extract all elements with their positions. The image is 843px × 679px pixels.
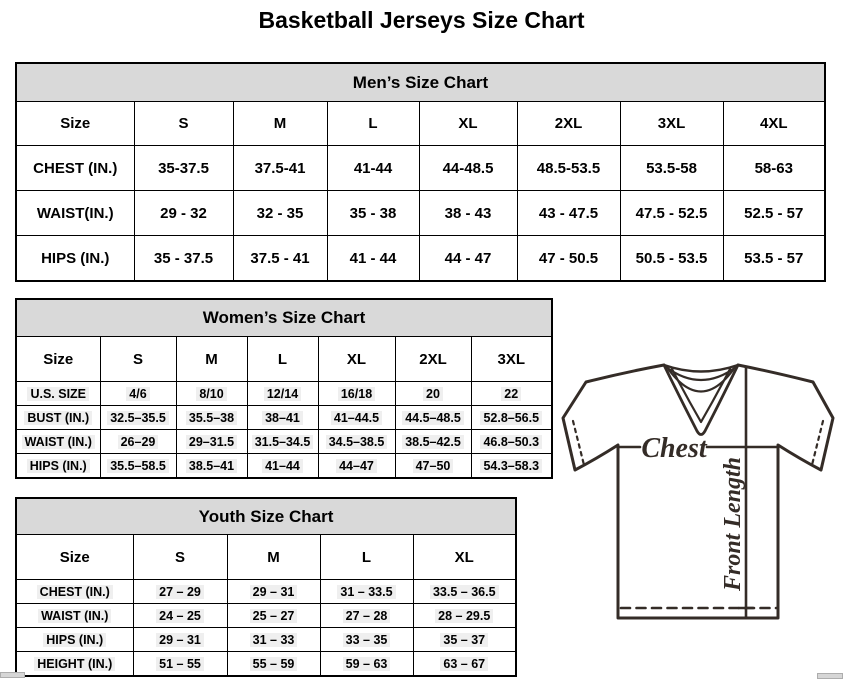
size-header-cell: XL (419, 102, 517, 146)
value-cell: 35.5–38 (176, 406, 247, 430)
value-cell: 51 – 55 (133, 652, 227, 677)
value-cell: 52.8–56.5 (471, 406, 552, 430)
value-cell: 38.5–42.5 (395, 430, 471, 454)
horizontal-scrollbar-left-fragment[interactable] (0, 672, 25, 678)
size-header-label: Size (16, 102, 134, 146)
value-cell: 4/6 (100, 382, 176, 406)
table-row (16, 580, 516, 604)
value-cell: 22 (471, 382, 552, 406)
value-cell: 24 – 25 (133, 604, 227, 628)
value-cell: 29 – 31 (227, 580, 320, 604)
value-cell: 44-48.5 (419, 146, 517, 191)
value-cell: 12/14 (247, 382, 318, 406)
size-header-cell: M (233, 102, 327, 146)
value-cell: 52.5 - 57 (723, 191, 825, 236)
horizontal-scrollbar-right-fragment[interactable] (817, 673, 843, 679)
women-table (15, 298, 553, 479)
table-row (16, 146, 825, 191)
value-cell: 20 (395, 382, 471, 406)
value-cell: 58-63 (723, 146, 825, 191)
value-cell: 41–44.5 (318, 406, 395, 430)
jersey-measurement-diagram (556, 356, 843, 671)
value-cell: 50.5 - 53.5 (620, 236, 723, 282)
table-row (16, 430, 552, 454)
table-row (16, 604, 516, 628)
table-row (16, 406, 552, 430)
row-label-cell: HIPS (IN.) (16, 454, 100, 479)
size-header-cell: L (327, 102, 419, 146)
value-cell: 32.5–35.5 (100, 406, 176, 430)
value-cell: 29 - 32 (134, 191, 233, 236)
value-cell: 35 - 38 (327, 191, 419, 236)
value-cell: 34.5–38.5 (318, 430, 395, 454)
value-cell: 33.5 – 36.5 (413, 580, 516, 604)
right-cuff-dashed-line (812, 421, 823, 465)
value-cell: 37.5-41 (233, 146, 327, 191)
row-label-cell: WAIST (IN.) (16, 430, 100, 454)
value-cell: 31 – 33.5 (320, 580, 413, 604)
value-cell: 31.5–34.5 (247, 430, 318, 454)
size-header-label: Size (16, 535, 133, 580)
value-cell: 37.5 - 41 (233, 236, 327, 282)
value-cell: 35.5–58.5 (100, 454, 176, 479)
value-cell: 44 - 47 (419, 236, 517, 282)
table-row (16, 382, 552, 406)
size-header-label: Size (16, 337, 100, 382)
table-row (16, 628, 516, 652)
men-table (15, 62, 826, 282)
jersey-outline (563, 365, 833, 618)
value-cell: 53.5-58 (620, 146, 723, 191)
value-cell: 53.5 - 57 (723, 236, 825, 282)
size-header-cell: 3XL (471, 337, 552, 382)
size-header-cell: S (134, 102, 233, 146)
size-header-cell: 3XL (620, 102, 723, 146)
row-label-cell: HIPS (IN.) (16, 236, 134, 282)
size-header-cell: L (320, 535, 413, 580)
value-cell: 29 – 31 (133, 628, 227, 652)
size-header-cell: L (247, 337, 318, 382)
value-cell: 31 – 33 (227, 628, 320, 652)
value-cell: 28 – 29.5 (413, 604, 516, 628)
value-cell: 47 - 50.5 (517, 236, 620, 282)
table-row (16, 236, 825, 282)
value-cell: 38–41 (247, 406, 318, 430)
value-cell: 59 – 63 (320, 652, 413, 677)
row-label-cell: WAIST (IN.) (16, 604, 133, 628)
value-cell: 41-44 (327, 146, 419, 191)
value-cell: 48.5-53.5 (517, 146, 620, 191)
table-row (16, 652, 516, 677)
table-row (16, 454, 552, 479)
page-title: Basketball Jerseys Size Chart (258, 7, 585, 33)
size-header-cell: 2XL (517, 102, 620, 146)
size-header-cell: S (133, 535, 227, 580)
size-header-cell: S (100, 337, 176, 382)
row-label-cell: HEIGHT (IN.) (16, 652, 133, 677)
value-cell: 35 - 37.5 (134, 236, 233, 282)
value-cell: 25 – 27 (227, 604, 320, 628)
value-cell: 35 – 37 (413, 628, 516, 652)
value-cell: 44.5–48.5 (395, 406, 471, 430)
value-cell: 8/10 (176, 382, 247, 406)
value-cell: 44–47 (318, 454, 395, 479)
value-cell: 38 - 43 (419, 191, 517, 236)
value-cell: 47.5 - 52.5 (620, 191, 723, 236)
left-cuff-dashed-line (573, 421, 584, 465)
row-label-cell: CHEST (IN.) (16, 580, 133, 604)
vneck-inner (672, 369, 730, 422)
value-cell: 43 - 47.5 (517, 191, 620, 236)
size-header-cell: M (227, 535, 320, 580)
value-cell: 27 – 29 (133, 580, 227, 604)
value-cell: 32 - 35 (233, 191, 327, 236)
value-cell: 16/18 (318, 382, 395, 406)
value-cell: 38.5–41 (176, 454, 247, 479)
row-label-cell: U.S. SIZE (16, 382, 100, 406)
value-cell: 27 – 28 (320, 604, 413, 628)
size-header-cell: 2XL (395, 337, 471, 382)
front-length-label: Front Length (720, 456, 746, 592)
size-header-cell: 4XL (723, 102, 825, 146)
value-cell: 33 – 35 (320, 628, 413, 652)
collar-top-arc (664, 365, 738, 372)
womens-size-table (15, 298, 553, 479)
youth-table-caption: Youth Size Chart (16, 498, 516, 535)
size-header-cell: XL (318, 337, 395, 382)
women-table-caption: Women’s Size Chart (16, 299, 552, 337)
value-cell: 26–29 (100, 430, 176, 454)
value-cell: 55 – 59 (227, 652, 320, 677)
value-cell: 41 - 44 (327, 236, 419, 282)
value-cell: 63 – 67 (413, 652, 516, 677)
value-cell: 29–31.5 (176, 430, 247, 454)
row-label-cell: HIPS (IN.) (16, 628, 133, 652)
size-header-cell: XL (413, 535, 516, 580)
youth-table (15, 497, 517, 677)
size-header-cell: M (176, 337, 247, 382)
row-label-cell: WAIST(IN.) (16, 191, 134, 236)
value-cell: 47–50 (395, 454, 471, 479)
value-cell: 35-37.5 (134, 146, 233, 191)
mens-size-table (15, 62, 826, 282)
men-table-caption: Men’s Size Chart (16, 63, 825, 102)
table-row (16, 191, 825, 236)
value-cell: 46.8–50.3 (471, 430, 552, 454)
row-label-cell: BUST (IN.) (16, 406, 100, 430)
value-cell: 54.3–58.3 (471, 454, 552, 479)
chest-label: Chest (641, 433, 707, 464)
value-cell: 41–44 (247, 454, 318, 479)
youth-size-table (15, 497, 517, 677)
row-label-cell: CHEST (IN.) (16, 146, 134, 191)
